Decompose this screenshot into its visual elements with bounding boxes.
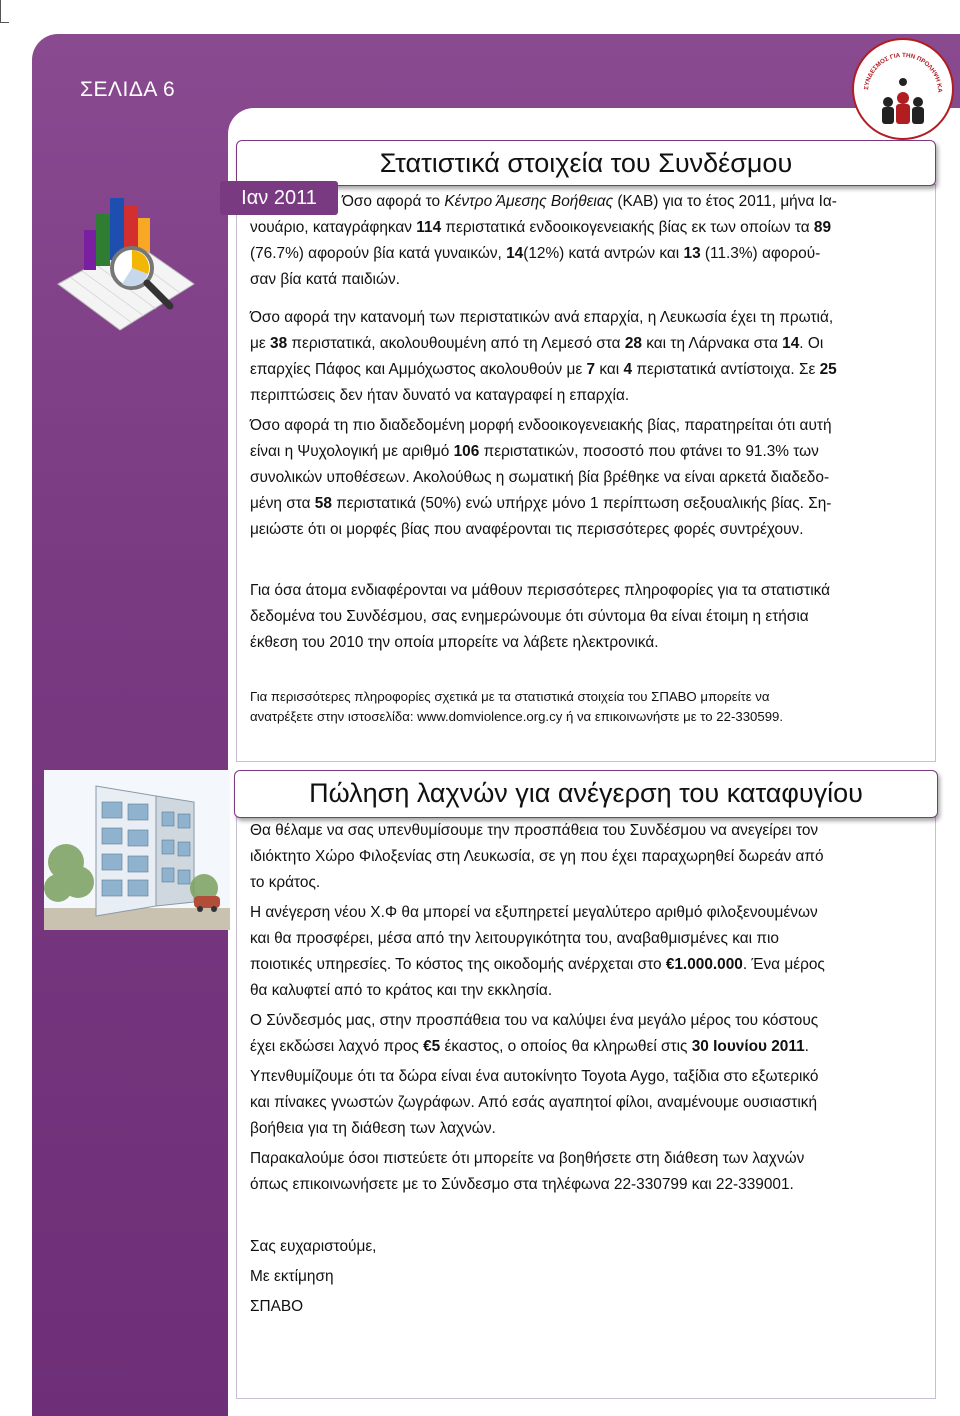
lottery-p1-line-1: Θα θέλαμε να σας υπενθυμίσουμε την προσπάθεια του Συνδέσμου να ανεγείρει τον bbox=[250, 822, 819, 839]
stats-p3-line-1: Όσο αφορά τη πιο διαδεδομένη μορφή ενδοοικογενειακής βίας, παρατηρείται ότι αυτή bbox=[250, 417, 832, 434]
lottery-p4-line-2: και πίνακες γνωστών ζωγράφων. Από εσάς αγαπητοί φίλοι, αναμένουμε ουσιαστική bbox=[250, 1094, 818, 1111]
stats-line-1: Όσο αφορά το Κέντρο Άμεσης Βοήθειας (ΚΑΒ) για το έτος 2011, μήνα Ια- bbox=[342, 193, 837, 210]
closing-thanks: Σας ευχαριστούμε, bbox=[250, 1238, 377, 1255]
stats-p2-line-2: με 38 περιστατικά, ακολουθουμένη από τη Λεμεσό στα 28 και τη Λάρνακα στα 14. Οι bbox=[250, 335, 824, 352]
statistics-title: Στατιστικά στοιχεία του Συνδέσμου bbox=[379, 148, 793, 178]
stats-p5-line-1: Για περισσότερες πληροφορίες σχετικά με τα στατιστικά στοιχεία του ΣΠΑΒΟ μπορείτε να bbox=[250, 689, 770, 704]
lottery-p1-line-2: ιδιόκτητο Χώρο Φιλοξενίας στη Λευκωσία, σε γη που έχει παραχωρηθεί δωρεάν από bbox=[250, 848, 824, 865]
shelter-building-illustration bbox=[44, 770, 230, 930]
lottery-p3-line-1: Ο Σύνδεσμός μας, στην προσπάθεια του να καλύψει ένα μεγάλο μέρος του κόστους bbox=[250, 1012, 819, 1029]
closing-signature: ΣΠΑΒΟ bbox=[250, 1298, 304, 1315]
stats-p3-line-5: μειώστε ότι οι μορφές βίας που αναφέρονται τις περισσότερες φορές συντρέχουν. bbox=[250, 521, 804, 538]
stats-p4-line-1: Για όσα άτομα ενδιαφέρονται να μάθουν περισσότερες πληροφορίες για τα στατιστικά bbox=[250, 582, 831, 599]
page-corner-mark bbox=[0, 0, 9, 23]
logo-text: ΣΥΝΔΕΣΜΟΣ ΓΙΑ ΤΗΝ ΠΡΟΛΗΨΗ ΚΑ bbox=[863, 51, 944, 93]
page-number-label: ΣΕΛΙΔΑ 6 bbox=[80, 78, 176, 101]
closing-regards: Με εκτίμηση bbox=[250, 1268, 334, 1285]
lottery-title-bar bbox=[234, 770, 938, 818]
association-logo bbox=[852, 38, 954, 140]
lottery-p4-line-3: βοήθεια για τη διάθεση των λαχνών. bbox=[250, 1120, 496, 1137]
stats-p5-line-2: ανατρέξετε στην ιστοσελίδα: www.domviolence.org.cy ή να επικοινωνήστε με το 22-330599. bbox=[250, 709, 784, 724]
lottery-p2-line-4: θα καλυφτεί από το κράτος και την εκκλησία. bbox=[250, 982, 553, 999]
stats-p2-line-4: περιπτώσεις δεν ήταν δυνατό να καταγραφεί η επαρχία. bbox=[250, 387, 630, 404]
stats-line-2: νουάριο, καταγράφηκαν 114 περιστατικά ενδοοικογενειακής βίας εκ των οποίων τα 89 bbox=[250, 219, 832, 236]
stats-p3-line-3: συνολικών υποθέσεων. Ακολούθως η σωματική βία βρέθηκε να είναι αρκετά διαδεδο- bbox=[250, 469, 830, 486]
stats-p2-line-1: Όσο αφορά την κατανομή των περιστατικών ανά επαρχία, η Λευκωσία έχει τη πρωτιά, bbox=[250, 309, 834, 326]
lottery-p4-line-1: Υπενθυμίζουμε ότι τα δώρα είναι ένα αυτοκίνητο Toyota Aygo, ταξίδια στο εξωτερικό bbox=[250, 1068, 819, 1085]
lottery-p1-line-3: το κράτος. bbox=[250, 874, 321, 891]
date-badge: Ιαν 2011 bbox=[220, 181, 338, 215]
stats-p3-line-2: είναι η Ψυχολογική με αριθμό 106 περιστατικών, ποσοστό που φτάνει το 91.3% των bbox=[250, 443, 819, 460]
lottery-p2-line-3: ποιοτικές υπηρεσίες. Το κόστος της οικοδομής ανέρχεται στο €1.000.000. Ένα μέρος bbox=[250, 956, 825, 973]
stats-p3-line-4: μένη στα 58 περιστατικά (50%) ενώ υπήρχε μόνο 1 περίπτωση σεξουαλικής βίας. Ση- bbox=[250, 495, 832, 512]
lottery-p2-line-2: και θα προσφέρει, μέσα από την λειτουργικότητα του, αναβαθμισμένες και πιο bbox=[250, 930, 779, 947]
stats-p4-line-2: δεδομένα του Συνδέσμου, σας ενημερώνουμε ότι σύντομα θα είναι έτοιμη η ετήσια bbox=[250, 608, 809, 625]
lottery-p2-line-1: Η ανέγερση νέου Χ.Φ θα μπορεί να εξυπηρετεί μεγαλύτερο αριθμό φιλοξενουμένων bbox=[250, 904, 818, 921]
stats-line-3: (76.7%) αφορούν βία κατά γυναικών, 14(12%) κατά αντρών και 13 (11.3%) αφορού- bbox=[250, 245, 821, 262]
lottery-p5-line-2: όπως επικοινωνήσετε με το Σύνδεσμο στα τηλέφωνα 22-330799 και 22-339001. bbox=[250, 1176, 794, 1193]
statistics-chart-illustration bbox=[50, 184, 200, 334]
stats-p2-line-3: επαρχίες Πάφος και Αμμόχωστος ακολουθούν με 7 και 4 περιστατικά αντίστοιχα. Σε 25 bbox=[250, 361, 837, 378]
svg-text:ΣΥΝΔΕΣΜΟΣ ΓΙΑ ΤΗΝ ΠΡΟΛΗΨΗ ΚΑΙ bbox=[854, 40, 943, 93]
lottery-title: Πώληση λαχνών για ανέγερση του καταφυγίου bbox=[309, 778, 863, 808]
lottery-p5-line-1: Παρακαλούμε όσοι πιστεύετε ότι μπορείτε να βοηθήσετε στη διάθεση των λαχνών bbox=[250, 1150, 805, 1167]
stats-p4-line-3: έκθεση του 2010 την οποία μπορείτε να λάβετε ηλεκτρονικά. bbox=[250, 634, 659, 651]
statistics-title-bar bbox=[236, 140, 936, 186]
stats-line-4: σαν βία κατά παιδιών. bbox=[250, 271, 400, 288]
lottery-p3-line-2: έχει εκδώσει λαχνό προς €5 έκαστος, ο οποίος θα κληρωθεί στις 30 Ιουνίου 2011. bbox=[250, 1038, 809, 1055]
